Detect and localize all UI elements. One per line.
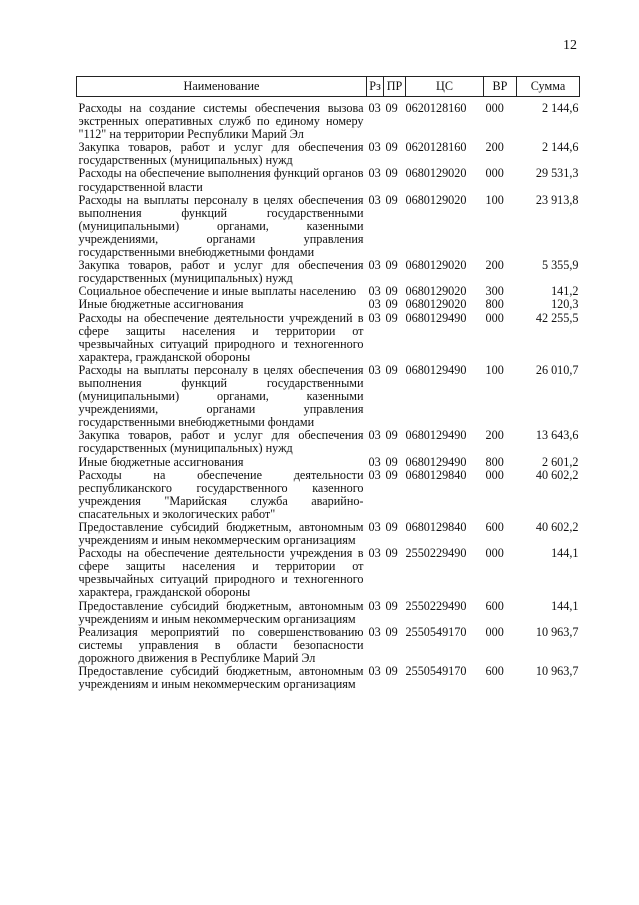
cell-vr: 000: [485, 166, 504, 181]
cell-cs: 0620128160: [405, 140, 467, 155]
cell-sum: 2 601,2: [541, 454, 579, 469]
cell-cs: 0680129020: [405, 258, 467, 273]
budget-table: [76, 76, 580, 691]
cell-sum: 141,2: [551, 284, 579, 299]
cell-cs: 0680129490: [405, 362, 467, 377]
column-header-cs: ЦС: [406, 77, 484, 97]
cell-cs: 0680129020: [405, 284, 467, 299]
cell-name: Закупка товаров, работ и услуг для обеспечения государственных (муниципальных) нужд: [78, 258, 364, 286]
cell-cs: 2550549170: [405, 624, 467, 639]
cell-name: Расходы на выплаты персоналу в целях обеспечения выполнения функций государственными (муниципальными) органами, казенными учреждениями, органами управления государственными внебюджетными фондами: [78, 192, 364, 260]
table-row: [77, 259, 580, 285]
table-row: [77, 547, 580, 599]
cell-sum: 5 355,9: [541, 258, 579, 273]
cell-pr: 09: [385, 546, 398, 561]
cell-rz: 03: [368, 310, 381, 325]
cell-vr: 100: [485, 362, 504, 377]
table-row: [77, 97, 580, 142]
table-row: [77, 141, 580, 167]
cell-name: Иные бюджетные ассигнования: [78, 454, 244, 469]
cell-rz: 03: [368, 520, 381, 534]
cell-vr: 000: [485, 101, 504, 115]
cell-name: Расходы на создание системы обеспечения вызова экстренных оперативных служб по единому номеру "112" на территории Республики Марий Эл: [78, 101, 364, 142]
cell-pr: 09: [385, 664, 398, 679]
cell-cs: 2550229490: [405, 598, 467, 613]
cell-rz: 03: [368, 624, 381, 639]
table-row: [77, 626, 580, 665]
cell-cs: 0680129020: [405, 192, 467, 207]
cell-pr: 09: [385, 598, 398, 613]
cell-cs: 0680129020: [405, 297, 467, 312]
cell-pr: 09: [385, 467, 398, 482]
table-row: [77, 665, 580, 691]
cell-sum: 2 144,6: [541, 101, 579, 115]
cell-vr: 200: [485, 258, 504, 273]
table-body: [77, 97, 580, 692]
cell-pr: 09: [385, 166, 398, 181]
cell-rz: 03: [368, 140, 381, 155]
cell-rz: 03: [368, 362, 381, 377]
cell-vr: 000: [485, 467, 504, 482]
table-row: [77, 194, 580, 259]
cell-name: Расходы на выплаты персоналу в целях обеспечения выполнения функций государственными (муниципальными) органами, казенными учреждениями, органами управления государственными внебюджетными фондами: [78, 362, 364, 430]
cell-vr: 300: [485, 284, 504, 299]
column-header-sum: Сумма: [517, 77, 580, 97]
cell-vr: 100: [485, 192, 504, 207]
cell-name: Закупка товаров, работ и услуг для обеспечения государственных (муниципальных) нужд: [78, 428, 364, 456]
cell-sum: 29 531,3: [535, 166, 579, 181]
table-row: [77, 521, 580, 547]
cell-vr: 000: [485, 624, 504, 639]
table-row: [77, 167, 580, 193]
cell-sum: 40 602,2: [535, 520, 579, 534]
cell-pr: 09: [385, 258, 398, 273]
cell-pr: 09: [385, 297, 398, 312]
cell-name: Социальное обеспечение и иные выплаты населению: [78, 284, 357, 299]
cell-sum: 42 255,5: [535, 310, 579, 325]
cell-cs: 0680129840: [405, 467, 467, 482]
table-row: [77, 298, 580, 311]
cell-pr: 09: [385, 362, 398, 377]
cell-rz: 03: [368, 467, 381, 482]
cell-name: Предоставление субсидий бюджетным, автономным учреждениям и иным некоммерческим организациям: [78, 598, 364, 626]
cell-pr: 09: [385, 624, 398, 639]
cell-name: Иные бюджетные ассигнования: [78, 297, 244, 312]
cell-name: Расходы на обеспечение деятельности республиканского государственного казенного учреждения "Марийская служба аварийно-спасательных и экологических работ": [78, 467, 364, 521]
cell-cs: 2550549170: [405, 664, 467, 679]
column-header-name: Наименование: [77, 77, 367, 97]
cell-rz: 03: [368, 258, 381, 273]
cell-sum: 10 963,7: [535, 664, 579, 679]
cell-rz: 03: [368, 454, 381, 469]
cell-vr: 200: [485, 140, 504, 155]
cell-sum: 120,3: [551, 297, 579, 312]
cell-rz: 03: [368, 166, 381, 181]
table-row: [77, 469, 580, 521]
cell-pr: 09: [385, 428, 398, 443]
cell-name: Реализация мероприятий по совершенствованию системы управления в области безопасности дорожного движения в Республике Марий Эл: [78, 624, 364, 665]
cell-vr: 800: [485, 454, 504, 469]
cell-sum: 26 010,7: [535, 362, 579, 377]
cell-pr: 09: [385, 140, 398, 155]
cell-vr: 000: [485, 546, 504, 561]
page-number: 12: [563, 38, 577, 53]
cell-rz: 03: [368, 101, 381, 115]
cell-pr: 09: [385, 192, 398, 207]
column-header-pr: ПР: [384, 77, 406, 97]
cell-pr: 09: [385, 520, 398, 534]
cell-sum: 23 913,8: [535, 192, 579, 207]
cell-rz: 03: [368, 284, 381, 299]
cell-name: Расходы на обеспечение выполнения функций органов государственной власти: [78, 166, 364, 194]
cell-pr: 09: [385, 284, 398, 299]
cell-vr: 200: [485, 428, 504, 443]
cell-sum: 144,1: [551, 598, 579, 613]
cell-pr: 09: [385, 454, 398, 469]
cell-name: Предоставление субсидий бюджетным, автономным учреждениям и иным некоммерческим организациям: [78, 520, 364, 548]
column-header-vr: ВР: [484, 77, 517, 97]
column-header-rz: Рз: [367, 77, 384, 97]
table-row: [77, 456, 580, 469]
cell-rz: 03: [368, 664, 381, 679]
table-row: [77, 429, 580, 455]
cell-cs: 0620128160: [405, 101, 467, 115]
cell-vr: 600: [485, 520, 504, 534]
cell-vr: 600: [485, 664, 504, 679]
cell-name: Расходы на обеспечение деятельности учреждений в сфере защиты населения и территории от чрезвычайных ситуаций природного и техногенного характера, гражданской обороны: [78, 310, 364, 364]
cell-pr: 09: [385, 101, 398, 115]
cell-sum: 144,1: [551, 546, 579, 561]
cell-rz: 03: [368, 598, 381, 613]
cell-cs: 0680129490: [405, 454, 467, 469]
cell-sum: 13 643,6: [535, 428, 579, 443]
cell-sum: 40 602,2: [535, 467, 579, 482]
cell-vr: 600: [485, 598, 504, 613]
cell-rz: 03: [368, 192, 381, 207]
cell-pr: 09: [385, 310, 398, 325]
table-row: [77, 312, 580, 364]
cell-vr: 000: [485, 310, 504, 325]
cell-name: Расходы на обеспечение деятельности учреждения в сфере защиты населения и территории от чрезвычайных ситуаций природного и техногенного характера, гражданской обороны: [78, 546, 364, 600]
cell-name: Закупка товаров, работ и услуг для обеспечения государственных (муниципальных) нужд: [78, 140, 364, 168]
cell-cs: 2550229490: [405, 546, 467, 561]
cell-cs: 0680129840: [405, 520, 467, 534]
cell-name: Предоставление субсидий бюджетным, автономным учреждениям и иным некоммерческим организациям: [78, 664, 364, 692]
cell-sum: 10 963,7: [535, 624, 579, 639]
cell-sum: 2 144,6: [541, 140, 579, 155]
cell-cs: 0680129020: [405, 166, 467, 181]
cell-cs: 0680129490: [405, 310, 467, 325]
cell-rz: 03: [368, 546, 381, 561]
table-row: [77, 364, 580, 429]
table-header-row: [77, 77, 580, 97]
cell-rz: 03: [368, 297, 381, 312]
cell-cs: 0680129490: [405, 428, 467, 443]
cell-rz: 03: [368, 428, 381, 443]
table-row: [77, 600, 580, 626]
cell-vr: 800: [485, 297, 504, 312]
